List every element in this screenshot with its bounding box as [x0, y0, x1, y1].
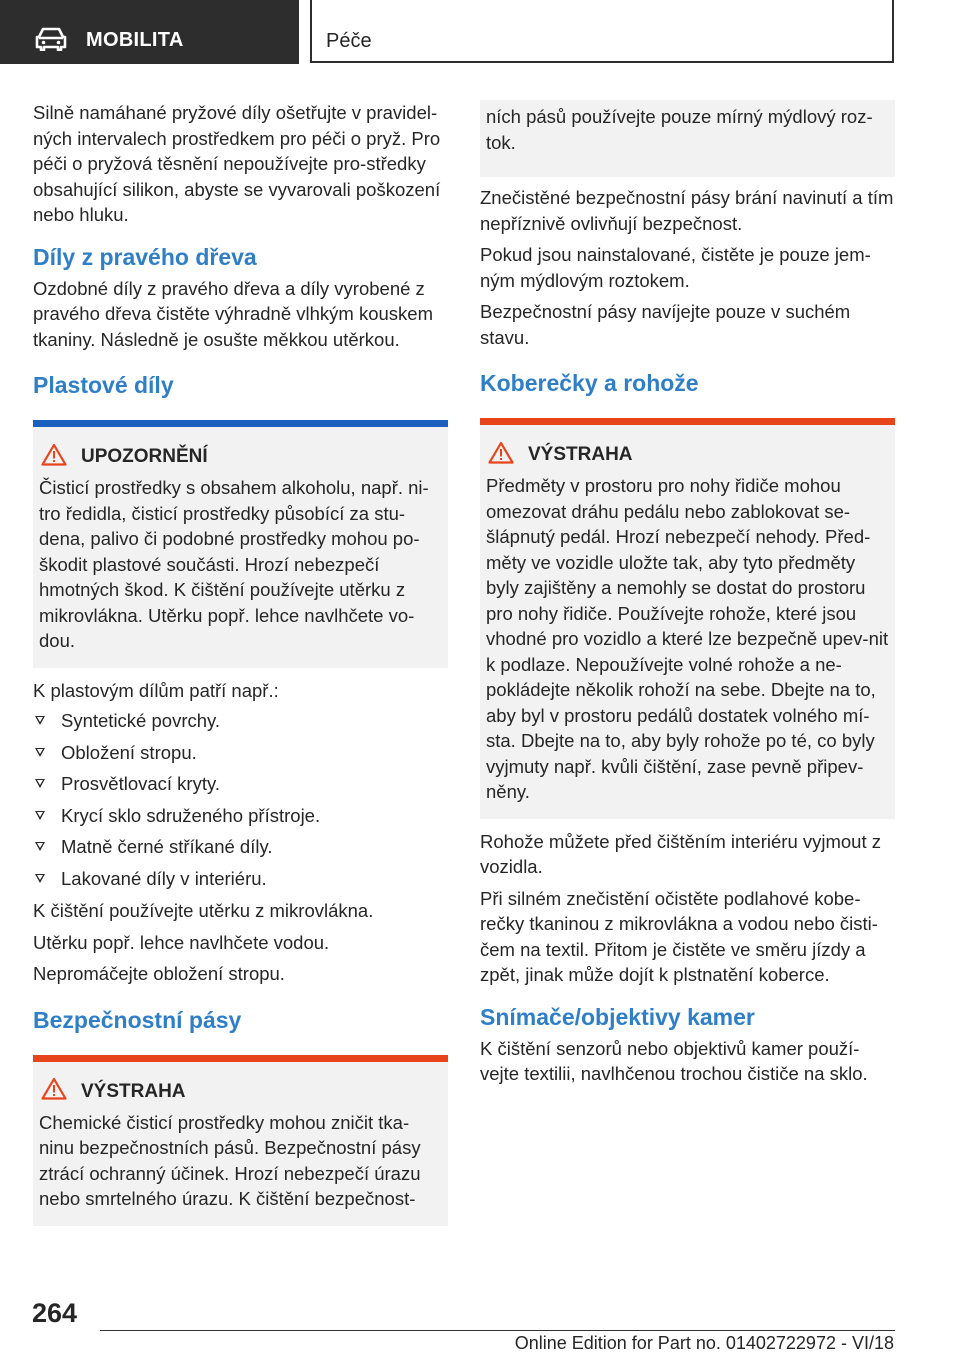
- paragraph-dirty-belts: Znečistěné bezpečnostní pásy brání navinutí a tím nepříznivě ovlivňují bezpečnost.: [480, 187, 894, 234]
- header-section-label: MOBILITA: [86, 29, 184, 51]
- heading-floor-mats: Koberečky a rohože: [480, 370, 699, 396]
- paragraph-remove-mats: Rohože můžete před čištěním interiéru vyjmout z vozidla.: [480, 830, 882, 877]
- bullet-triangle-icon: [35, 842, 45, 851]
- list-item: Prosvětlovací kryty.: [33, 768, 448, 800]
- heading-seat-belts: Bezpečnostní pásy: [33, 1006, 242, 1033]
- bullet-triangle-icon: [35, 811, 45, 820]
- warning-title: VÝSTRAHA: [81, 1080, 186, 1102]
- paragraph-camera-sensors: K čištění senzorů nebo objektivů kamer použí-vejte textilii, navlhčenou trochou čističe na sklo.: [480, 1037, 868, 1084]
- warning-text: Chemické čisticí prostředky mohou zničit tka-ninu bezpečnostních pásů. Bezpečnostní pásy ztrácí ochranný účinek. Hrozí nebezpečí úrazu nebo smrtelného úrazu. K čištění bezpečnost-: [39, 1111, 421, 1209]
- warning-triangle-icon: [41, 1077, 67, 1106]
- paragraph-cloth: K čištění používejte utěrku z mikrovlákna.: [33, 900, 374, 921]
- bullet-triangle-icon: [35, 748, 45, 757]
- warning-title: VÝSTRAHA: [528, 444, 633, 465]
- paragraph-clean-belts: Pokud jsou nainstalované, čistěte je pouze jem-ným mýdlovým roztokem.: [480, 244, 871, 291]
- list-item: Obložení stropu.: [33, 737, 448, 769]
- warning-text-continued: ních pásů používejte pouze mírný mýdlový roz-tok.: [486, 106, 873, 153]
- bullet-triangle-icon: [35, 874, 45, 883]
- notice-text: Čisticí prostředky s obsahem alkoholu, např. ni-tro ředidla, čisticí prostředky působící za stu-dena, palivo či podobné prostředky mohou po-škodit plastové součásti. Hrozí nebezpečí hmotných škod. K čištění používejte utěrku z mikrovlákna. Utěrku popř. lehce navlhčete vo-dou.: [39, 477, 429, 651]
- plastic-parts-list: [33, 705, 448, 894]
- warning-triangle-icon: [41, 443, 67, 472]
- header-chapter-label: Péče: [326, 30, 372, 52]
- car-icon: [34, 27, 68, 56]
- warning-box-belts: [33, 1055, 448, 1226]
- paragraph-wet: Utěrku popř. lehce navlhčete vodou.: [33, 931, 330, 953]
- paragraph-dry-belts: Bezpečnostní pásy navíjejte pouze v suchém stavu.: [480, 301, 851, 348]
- header-section-tab: [0, 0, 299, 64]
- heading-real-wood: Díly z pravého dřeva: [33, 243, 257, 270]
- left-column: [33, 100, 448, 1226]
- header-chapter-tab: [310, 0, 894, 63]
- paragraph-roof: Nepromáčejte obložení stropu.: [33, 963, 285, 984]
- list-item: Lakované díly v interiéru.: [33, 863, 448, 895]
- notice-title: UPOZORNĚNÍ: [81, 446, 208, 467]
- warning-triangle-icon: [488, 441, 514, 470]
- footer-divider: [100, 1330, 895, 1331]
- warning-box-belts-continued: [480, 100, 895, 177]
- notice-box: [33, 420, 448, 668]
- paragraph-rubber: Silně namáhané pryžové díly ošetřujte v pravidel-ných intervalech prostředkem pro péči o pryž. Pro péči o pryžová těsnění nepoužívejte pro-středky obsahující silikon, abyste se vyvarovali poškození nebo hluku.: [33, 102, 441, 225]
- page-number: 264: [32, 1298, 78, 1328]
- paragraph-heavy-dirt: Při silném znečistění očistěte podlahové kobe-rečky tkaninou z mikrovlákna a vodou nebo čisti-čem na textil. Přitom je čistěte ve směru jízdy a zpět, jinak může dojít k plstnatění koberce.: [480, 887, 878, 985]
- list-item: Krycí sklo sdruženého přístroje.: [33, 800, 448, 832]
- heading-camera-sensors: Snímače/objektivy kamer: [480, 1003, 755, 1030]
- warning-box-mats: [480, 418, 895, 819]
- bullet-triangle-icon: [35, 716, 45, 725]
- list-item: Matně černé stříkané díly.: [33, 831, 448, 863]
- list-item: Syntetické povrchy.: [33, 705, 448, 737]
- right-column: [480, 100, 895, 1093]
- list-intro: K plastovým dílům patří např.:: [33, 679, 279, 701]
- bullet-triangle-icon: [35, 779, 45, 788]
- paragraph-real-wood: Ozdobné díly z pravého dřeva a díly vyrobené z pravého dřeva čistěte výhradně vlhkým kouskem tkaniny. Následně je osušte měkkou utěrkou.: [33, 277, 433, 350]
- footer-edition: Online Edition for Part no. 01402722972 - VI/18: [514, 1333, 894, 1353]
- warning-text: Předměty v prostoru pro nohy řidiče mohou omezovat dráhu pedálu nebo zablokovat se-šlápnutý pedál. Hrozí nebezpečí nehody. Před-měty ve vozidle uložte tak, aby tyto předměty byly zajištěny a nemohly se dostat do prostoru pro nohy řidiče. Používejte rohože, které jsou vhodné pro vozidlo a které lze bezpečně upev-nit k podlaze. Nepoužívejte volné rohože a ne-pokládejte několik rohoží na sebe. Dbejte na to, aby byl v prostoru pedálů dostatek volného mí-sta. Dbejte na to, aby byly rohože po té, co byly vyjmuty např. kvůli čištění, zase pevně připev-něny.: [486, 475, 889, 802]
- heading-plastic-parts: Plastové díly: [33, 372, 174, 398]
